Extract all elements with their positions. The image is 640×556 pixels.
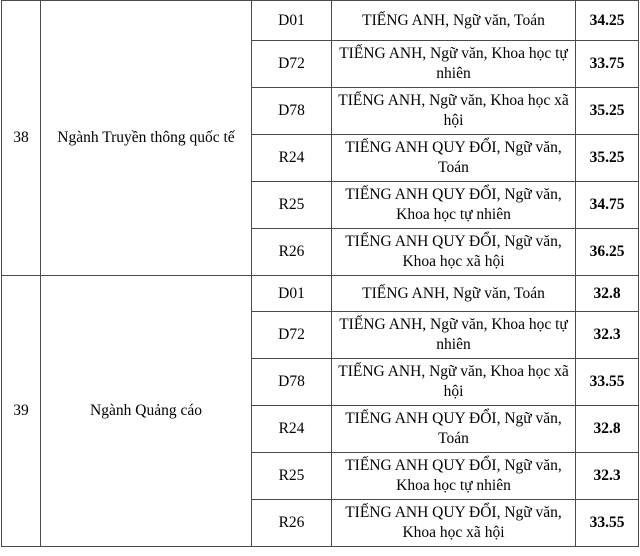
subject-combination: TIẾNG ANH QUY ĐỔI, Ngữ văn, Khoa học xã hội xyxy=(332,229,576,276)
combination-code: D72 xyxy=(252,41,332,88)
subject-combination: TIẾNG ANH, Ngữ văn, Khoa học tự nhiên xyxy=(332,41,576,88)
cutoff-score: 34.75 xyxy=(576,182,639,229)
table-row xyxy=(2,1,639,41)
cutoff-score: 32.3 xyxy=(576,453,639,500)
combination-code: R25 xyxy=(252,453,332,500)
combination-code: D72 xyxy=(252,312,332,359)
subject-combination: TIẾNG ANH QUY ĐỔI, Ngữ văn, Toán xyxy=(332,135,576,182)
cutoff-score: 32.8 xyxy=(576,276,639,312)
combination-code: R26 xyxy=(252,500,332,547)
row-number: 38 xyxy=(2,1,41,276)
cutoff-score: 33.55 xyxy=(576,500,639,547)
combination-code: D78 xyxy=(252,88,332,135)
subject-combination: TIẾNG ANH, Ngữ văn, Khoa học xã hội xyxy=(332,88,576,135)
subject-combination: TIẾNG ANH, Ngữ văn, Toán xyxy=(332,1,576,41)
subject-combination: TIẾNG ANH QUY ĐỔI, Ngữ văn, Khoa học xã hội xyxy=(332,500,576,547)
combination-code: D01 xyxy=(252,276,332,312)
subject-combination: TIẾNG ANH, Ngữ văn, Khoa học xã hội xyxy=(332,359,576,406)
row-number: 39 xyxy=(2,276,41,547)
subject-combination: TIẾNG ANH, Ngữ văn, Khoa học tự nhiên xyxy=(332,312,576,359)
subject-combination: TIẾNG ANH, Ngữ văn, Toán xyxy=(332,276,576,312)
combination-code: D01 xyxy=(252,1,332,41)
subject-combination: TIẾNG ANH QUY ĐỔI, Ngữ văn, Khoa học tự nhiên xyxy=(332,182,576,229)
cutoff-score: 32.8 xyxy=(576,406,639,453)
cutoff-score: 33.75 xyxy=(576,41,639,88)
cutoff-score: 34.25 xyxy=(576,1,639,41)
cutoff-score: 36.25 xyxy=(576,229,639,276)
combination-code: D78 xyxy=(252,359,332,406)
major-name: Ngành Truyền thông quốc tế xyxy=(41,1,252,276)
cutoff-score: 33.55 xyxy=(576,359,639,406)
combination-code: R24 xyxy=(252,135,332,182)
subject-combination: TIẾNG ANH QUY ĐỔI, Ngữ văn, Khoa học tự nhiên xyxy=(332,453,576,500)
major-name: Ngành Quảng cáo xyxy=(41,276,252,547)
cutoff-score: 35.25 xyxy=(576,88,639,135)
cutoff-score: 32.3 xyxy=(576,312,639,359)
combination-code: R24 xyxy=(252,406,332,453)
admission-score-table xyxy=(1,0,639,547)
combination-code: R26 xyxy=(252,229,332,276)
table-row xyxy=(2,276,639,312)
combination-code: R25 xyxy=(252,182,332,229)
subject-combination: TIẾNG ANH QUY ĐỔI, Ngữ văn, Toán xyxy=(332,406,576,453)
cutoff-score: 35.25 xyxy=(576,135,639,182)
